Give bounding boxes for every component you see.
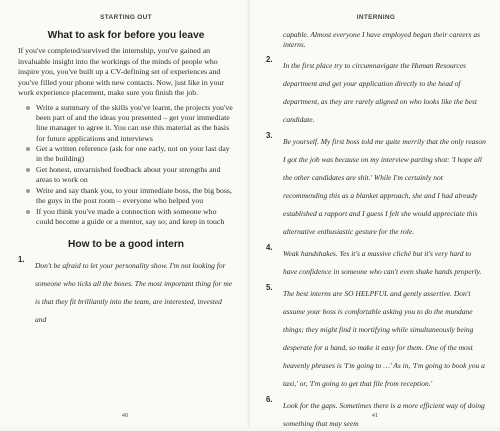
continued-text: capable. Almost everyone I have employed began their careers as interns. [283, 30, 481, 50]
tip-item [266, 243, 486, 279]
tip-text: Don't be afraid to let your personality show. I'm not looking for someone who ticks all the boxes. The most important thing for me is that they fit brilliantly into the team, are interested, invested and [35, 261, 233, 325]
section-title-good-intern: How to be a good intern [67, 239, 185, 251]
tip-text: The best interns are SO HELPFUL and gently assertive. Don't assume your boss is comfortable asking you to do the mundane things; they might find it mortifying while simultaneously being desperate for a hand, so make it easy for them. One of the most heavenly phrases is 'I'm going to …' As in, 'I'm going to book you a taxi,' or, 'I'm going to get that file from reception.' [283, 288, 485, 388]
tip-text: In the first place try to circumnavigate the Human Resources department and get your application directly to the head of department, as they are rarely aligned on who looks like the best candidate. [283, 60, 477, 124]
tip-number: 1. [18, 255, 25, 265]
left-page [0, 0, 250, 427]
list-item [26, 144, 234, 164]
tip-number: 2. [266, 54, 273, 64]
list-item [26, 186, 234, 206]
page-number-right: 41 [371, 412, 379, 419]
tip-item [266, 131, 486, 239]
tips-list-left [18, 255, 234, 327]
page-number-left: 40 [121, 412, 129, 419]
tip-item [266, 55, 486, 127]
running-head-left: STARTING OUT [100, 14, 152, 21]
list-item [26, 103, 234, 144]
list-item [26, 165, 234, 185]
bullet-icon [26, 189, 30, 193]
tip-text: Weak handshakes. Yes it's a massive cliché but it's very hard to have confidence in someone who can't even shake hands properly. [283, 248, 482, 276]
bullet-icon [26, 168, 30, 172]
section-title-before-you-leave: What to ask for before you leave [47, 30, 205, 41]
tip-item [18, 255, 234, 327]
checklist [18, 103, 234, 227]
bullet-icon [26, 210, 30, 214]
list-item-text: Write a summary of the skills you've learnt, the projects you've been part of and the ideas you presented – get your immediate line manager to agree it. You can use this material as the basis for future applications and interviews [36, 102, 233, 143]
tip-number: 3. [266, 130, 273, 140]
bullet-icon [26, 106, 30, 110]
list-item-text: Get a written reference (ask for one early, not on your last day in the building) [36, 144, 230, 164]
list-item-text: Write and say thank you, to your immediate boss, the big boss, the guys in the post room – everyone who helped you [36, 186, 232, 206]
bullet-icon [26, 147, 30, 151]
tip-number: 6. [266, 394, 273, 404]
tip-text: Be yourself. My first boss told me quite merrily that the only reason I got the job was because on my interview parting shot: 'I hope all the other candidates are shit.' While I'm certainly not recommending this as a blanket approach, she and I had already established a rapport and I guess I felt she would appreciate this alternative enthusiastic gesture for the role. [283, 136, 486, 236]
tip-item [266, 283, 486, 391]
list-item-text: Get honest, unvarnished feedback about your strengths and areas to work on [36, 165, 221, 185]
intro-paragraph: If you've completed/survived the internship, you've gained an invaluable insight into the workings of the minds of people who inspire you, you've built up a CV-defining set of experiences and you've filled your phone with new contacts. Now, just like in your work experience placement, make sure you finish the job. [18, 46, 224, 98]
list-item [26, 207, 234, 227]
tip-number: 4. [266, 242, 273, 252]
running-head-right: INTERNING [356, 14, 396, 21]
list-item-text: If you think you've made a connection with someone who could become a guide or a mentor, say so; and keep in touch [36, 207, 225, 227]
right-page [250, 0, 500, 427]
tips-list-right [266, 55, 486, 431]
tip-number: 5. [266, 282, 273, 292]
tip-text: Look for the gaps. Sometimes there is a more efficient way of doing something that may seem [283, 400, 485, 428]
